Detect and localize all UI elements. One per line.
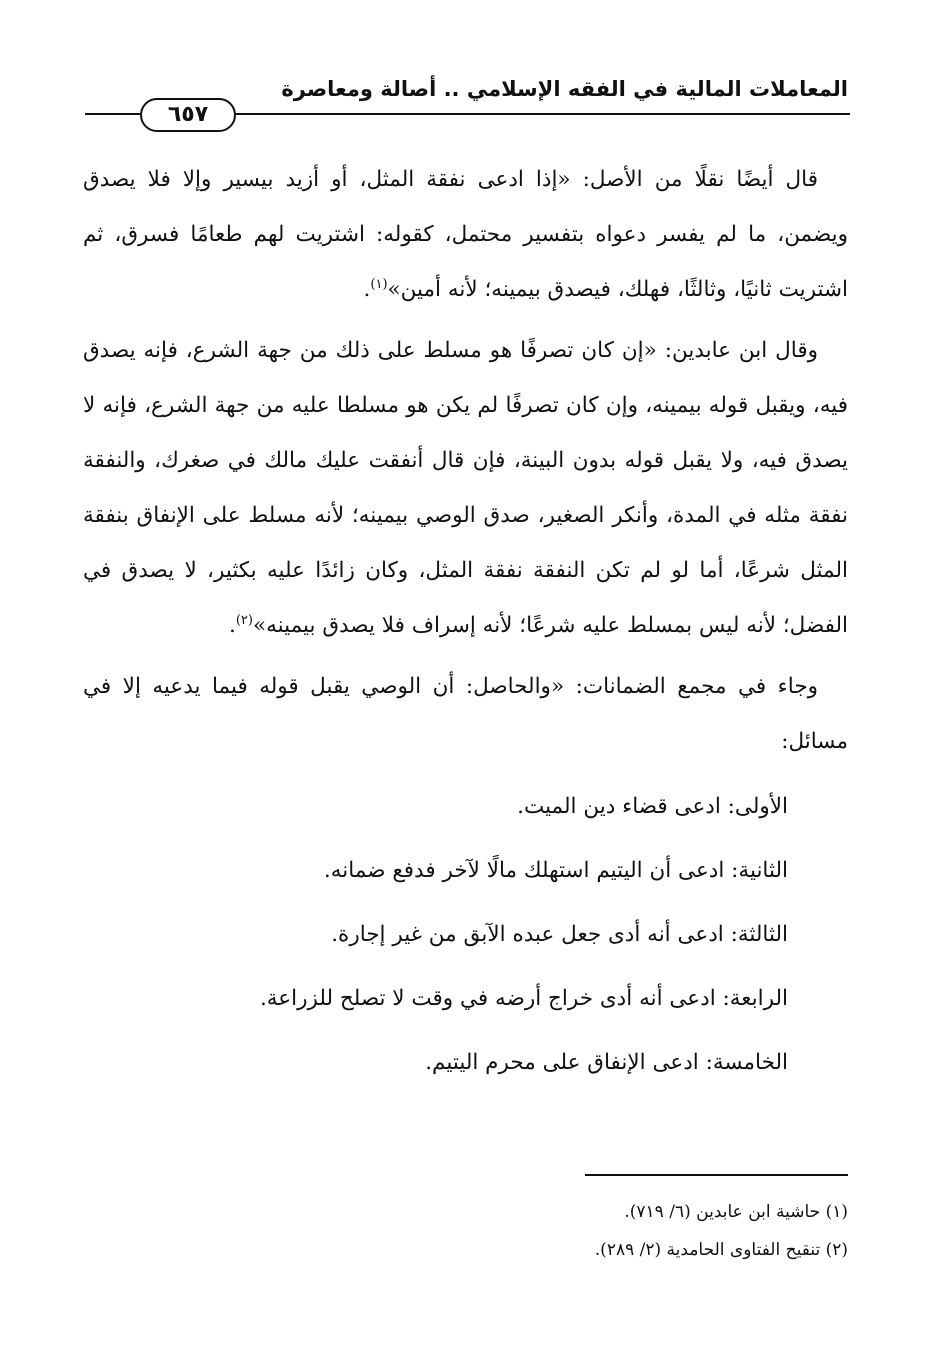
footnote: (١) حاشية ابن عابدين (٦/ ٧١٩). xyxy=(624,1202,848,1222)
paragraph-text: وجاء في مجمع الضمانات: «والحاصل: أن الوصي يقبل قوله فيما يدعيه إلا في مسائل: xyxy=(83,674,848,754)
paragraph xyxy=(83,659,848,769)
paragraph-text: قال أيضًا نقلًا من الأصل: «إذا ادعى نفقة المثل، أو أزيد بيسير وإلا فلا يصدق ويضمن، ما لم يفسر دعواه بتفسير محتمل، كقوله: اشتريت لهم طعامًا فسرق، ثم اشتريت ثانيًا، وثالثًا، فهلك، فيصدق بيمينه؛ لأنه أمين» xyxy=(83,167,848,302)
footnote-reference: (١) xyxy=(370,276,388,292)
running-title: المعاملات المالية في الفقه الإسلامي .. أصالة ومعاصرة xyxy=(281,77,848,101)
list-item: الثالثة: ادعى أنه أدى جعل عبده الآبق من غير إجارة. xyxy=(331,922,788,947)
list-item: الأولى: ادعى قضاء دين الميت. xyxy=(517,794,788,819)
issues-list xyxy=(83,775,848,1095)
paragraph-end: . xyxy=(363,277,371,302)
page-number-badge: ٦٥٧ xyxy=(140,98,236,132)
footnote-separator xyxy=(585,1174,848,1176)
paragraph-text: وقال ابن عابدين: «إن كان تصرفًا هو مسلط على ذلك من جهة الشرع، فإنه يصدق فيه، ويقبل قوله بيمينه، وإن كان تصرفًا لم يكن هو مسلطا عليه من جهة الشرع، فإنه لا يصدق فيه، ولا يقبل قوله بدون البينة، فإن قال أنفقت عليك مالك في صغرك، والنفقة نفقة مثله في المدة، وأنكر الصغير، صدق الوصي بيمينه؛ لأنه مسلط على الإنفاق بنفقة المثل شرعًا، أما لو لم تكن النفقة نفقة المثل، وكان زائدًا عليه بكثير، لا يصدق في الفضل؛ لأنه ليس بمسلط عليه شرعًا؛ لأنه إسراف فلا يصدق بيمينه» xyxy=(83,338,848,638)
paragraph xyxy=(83,323,848,653)
paragraph-end: . xyxy=(228,613,236,638)
footnotes xyxy=(83,1193,848,1269)
main-text xyxy=(83,152,848,1095)
list-item: الخامسة: ادعى الإنفاق على محرم اليتيم. xyxy=(425,1050,788,1075)
paragraph xyxy=(83,152,848,317)
footnote-reference: (٢) xyxy=(235,612,253,628)
list-item: الثانية: ادعى أن اليتيم استهلك مالًا لآخر فدفع ضمانه. xyxy=(323,858,788,883)
list-item: الرابعة: ادعى أنه أدى خراج أرضه في وقت لا تصلح للزراعة. xyxy=(259,986,788,1011)
footnote: (٢) تنقيح الفتاوى الحامدية (٢/ ٢٨٩). xyxy=(594,1240,848,1260)
